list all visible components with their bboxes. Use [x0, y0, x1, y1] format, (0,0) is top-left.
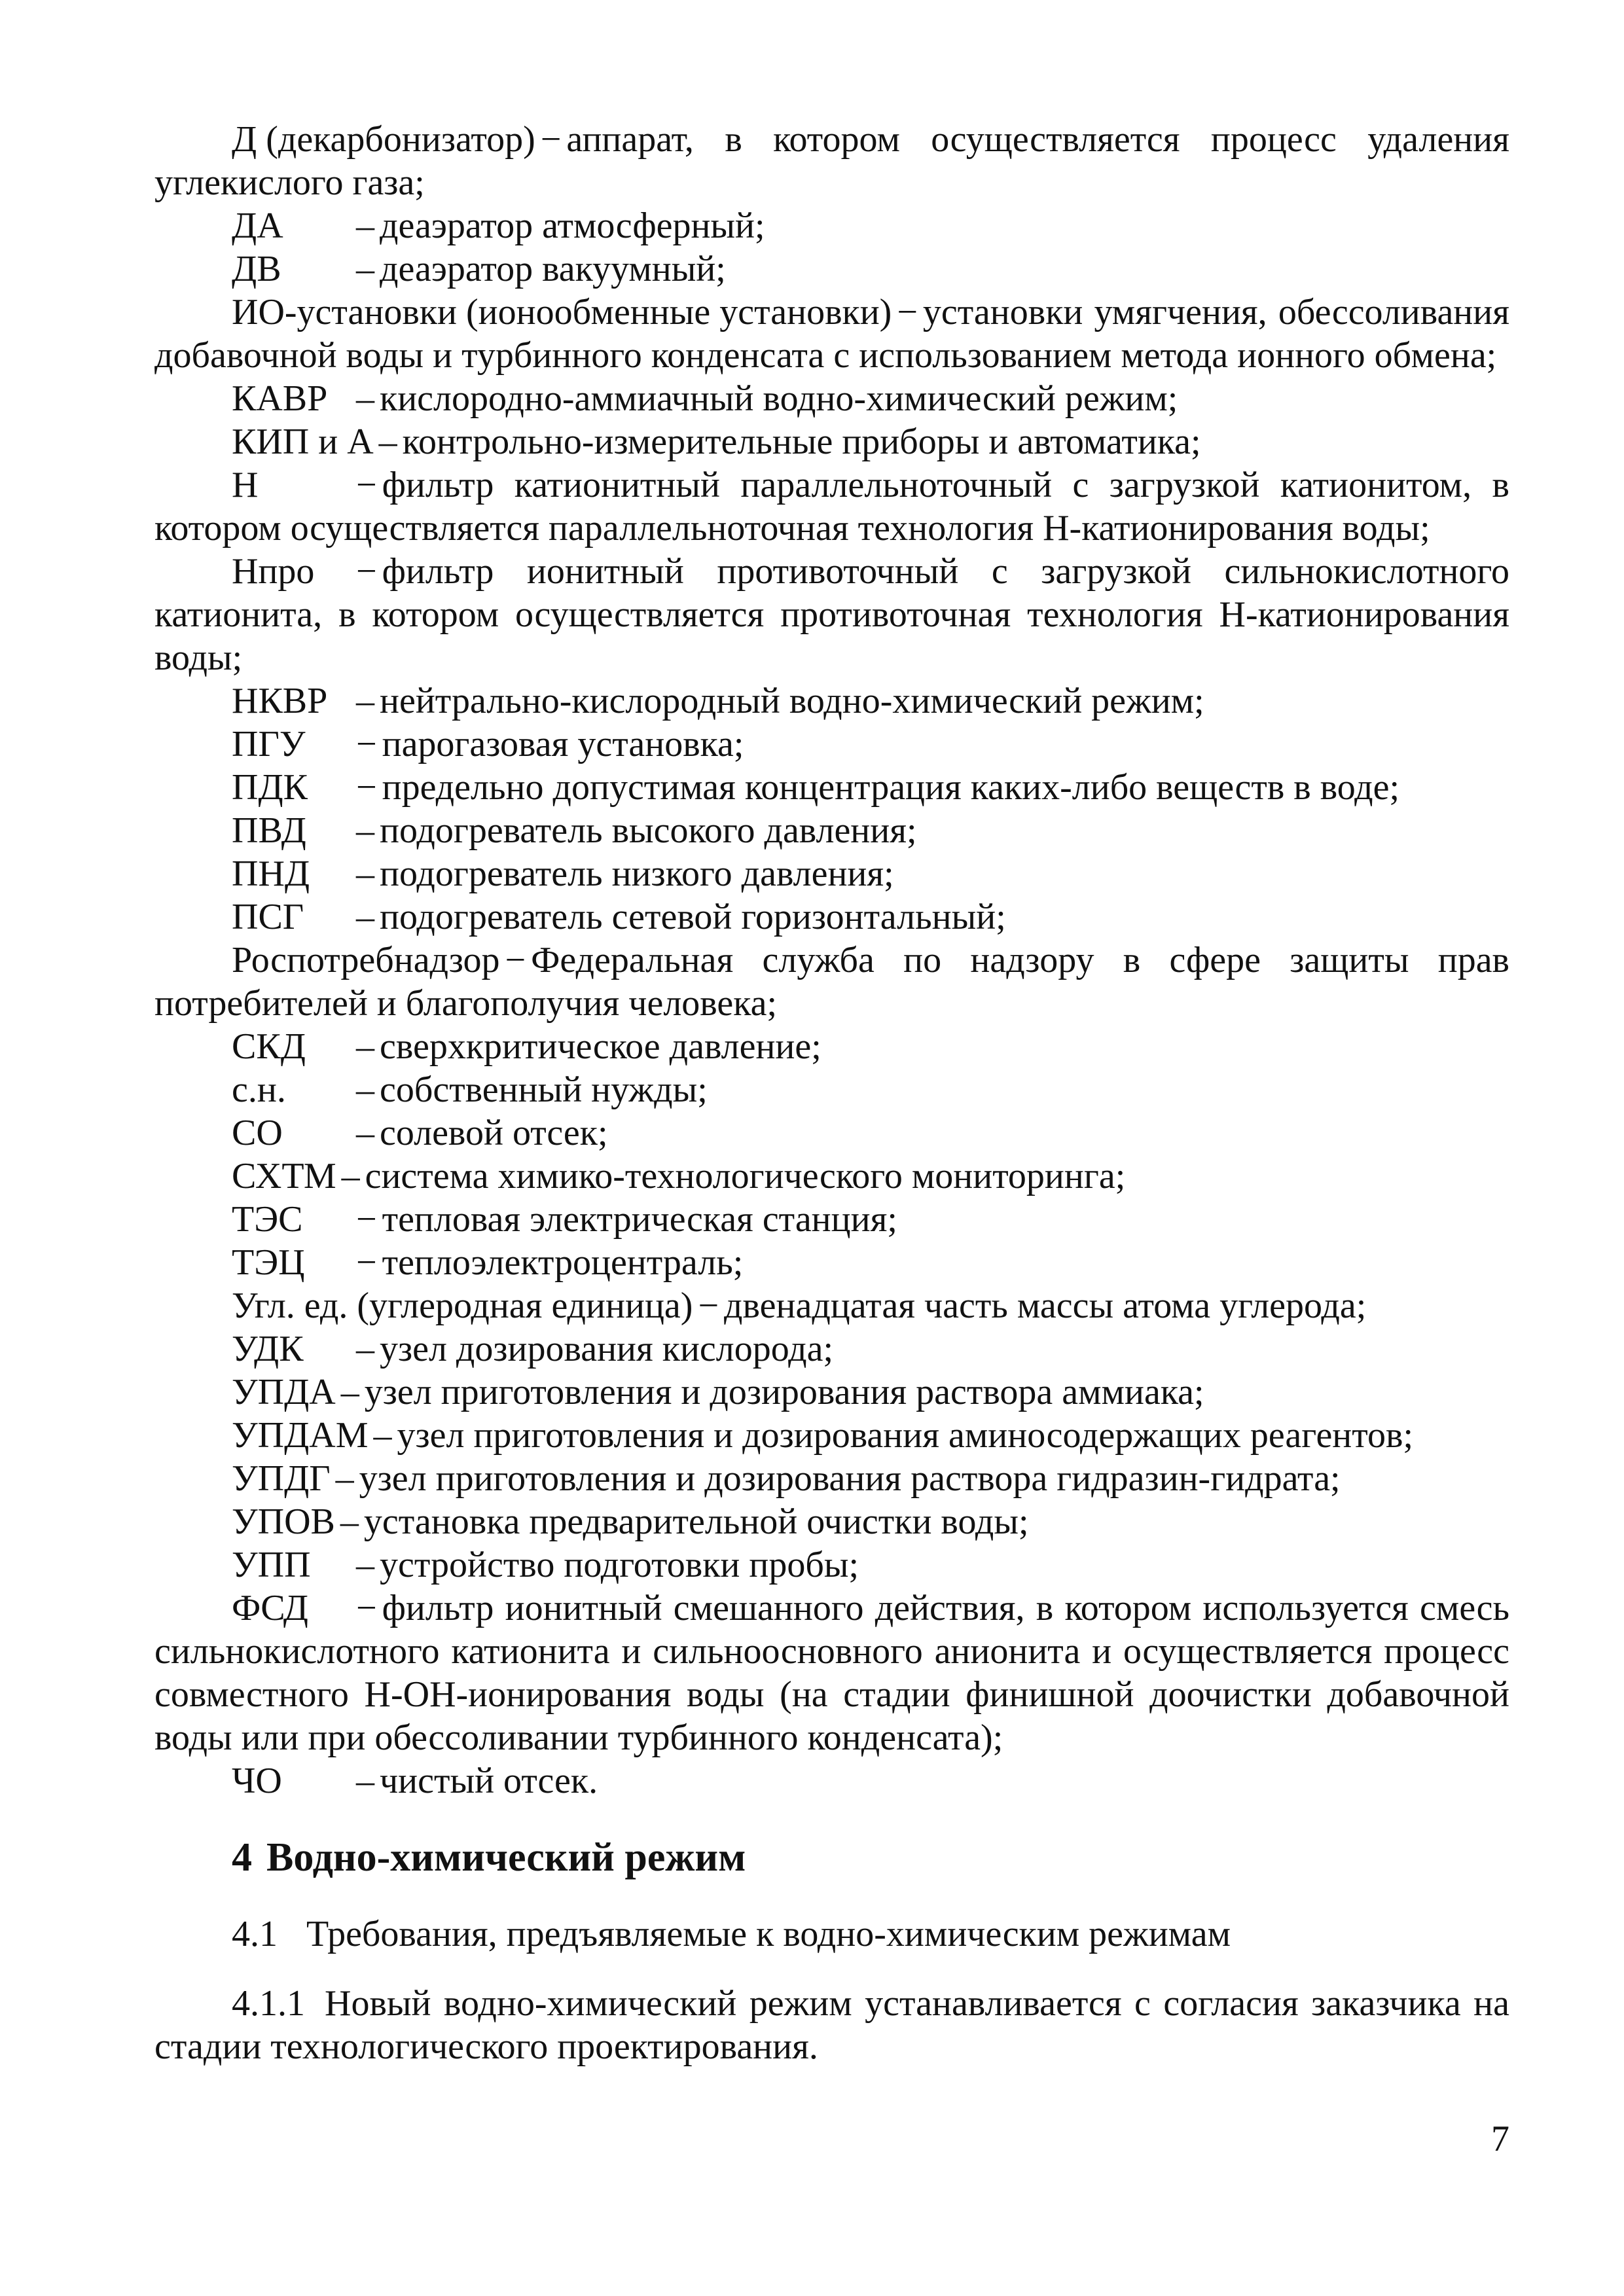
abbreviation-entry	[154, 1327, 1509, 1371]
abbreviation-entry	[154, 1543, 1509, 1587]
abbreviation-definition: установка предварительной очистки воды;	[363, 1501, 1029, 1542]
abbreviation-dash: –	[356, 1026, 374, 1067]
abbreviation-term: Д (декарбонизатор)	[232, 119, 535, 160]
abbreviation-definition: деаэратор вакуумный;	[380, 249, 726, 289]
abbreviation-dash: −	[356, 1199, 377, 1240]
abbreviation-definition: деаэратор атмосферный;	[380, 206, 765, 246]
abbreviation-definition: контрольно-измерительные приборы и автоматика;	[402, 422, 1201, 462]
abbreviation-entry	[154, 766, 1509, 809]
subsection-heading	[154, 1912, 1509, 1956]
abbreviation-entry	[154, 1500, 1509, 1543]
abbreviation-dash: −	[356, 465, 377, 505]
abbreviation-term: ДА	[232, 206, 283, 246]
abbreviation-term: Угл. ед. (углеродная единица)	[232, 1285, 693, 1326]
abbreviation-dash: –	[356, 1545, 374, 1585]
abbreviation-term: ТЭС	[232, 1199, 303, 1240]
abbreviation-dash: –	[378, 422, 397, 462]
clause-paragraph	[154, 1982, 1509, 2068]
abbreviation-entry	[154, 809, 1509, 852]
abbreviation-term: ДВ	[232, 249, 281, 289]
abbreviation-definition: аппарат, в котором осуществляется процесс удаления углекислого газа;	[154, 119, 1509, 203]
abbreviation-term: Н	[232, 465, 259, 505]
abbreviation-entry	[154, 1457, 1509, 1500]
abbreviation-dash: −	[505, 940, 526, 980]
abbreviation-term: СКД	[232, 1026, 306, 1067]
abbreviation-term: СХТМ	[232, 1156, 336, 1196]
abbreviation-definition: Федеральная служба по надзору в сфере защиты прав потребителей и благополучия человека;	[154, 940, 1509, 1024]
abbreviation-dash: −	[540, 119, 562, 160]
abbreviation-entry	[154, 291, 1509, 377]
abbreviation-definition: фильтр ионитный противоточный с загрузкой сильнокислотного катионита, в котором осуществляется противоточная технология Н-катионирования воды;	[154, 551, 1509, 678]
abbreviation-dash: −	[356, 1588, 377, 1628]
abbreviation-definition: чистый отсек.	[380, 1761, 598, 1801]
abbreviation-term: ФСД	[232, 1588, 309, 1628]
abbreviation-dash: −	[356, 767, 377, 808]
abbreviation-term: УДК	[232, 1329, 304, 1369]
abbreviation-dash: –	[373, 1415, 392, 1456]
abbreviation-dash: −	[356, 1242, 377, 1283]
abbreviation-entry	[154, 420, 1509, 463]
abbreviation-entry	[154, 723, 1509, 766]
abbreviation-term: НКВР	[232, 681, 328, 721]
abbreviation-entry	[154, 377, 1509, 420]
page-number: 7	[1491, 2119, 1509, 2159]
clause-number: 4.1.1	[232, 1983, 305, 2024]
abbreviation-term: УПОВ	[232, 1501, 335, 1542]
abbreviation-term: ПВД	[232, 810, 306, 851]
abbreviation-term: ТЭЦ	[232, 1242, 305, 1283]
abbreviation-term: СО	[232, 1113, 283, 1153]
abbreviation-definition: парогазовая установка;	[382, 724, 744, 764]
abbreviation-term: ИО-установки (ионообменные установки)	[232, 292, 892, 332]
abbreviation-definition: теплоэлектроцентраль;	[382, 1242, 744, 1283]
abbreviation-entry	[154, 1759, 1509, 1803]
abbreviation-definition: тепловая электрическая станция;	[382, 1199, 897, 1240]
abbreviation-definition: подогреватель низкого давления;	[380, 853, 894, 894]
abbreviation-dash: −	[897, 292, 918, 332]
abbreviation-term: Нпро	[232, 551, 315, 592]
abbreviation-definition: подогреватель высокого давления;	[380, 810, 917, 851]
abbreviation-dash: –	[356, 378, 374, 419]
abbreviation-entry	[154, 1198, 1509, 1241]
abbreviation-term: ЧО	[232, 1761, 282, 1801]
abbreviation-term: КАВР	[232, 378, 328, 419]
abbreviation-term: УПДАМ	[232, 1415, 369, 1456]
section-heading	[154, 1834, 1509, 1881]
abbreviation-dash: –	[356, 853, 374, 894]
abbreviation-definition: узел дозирования кислорода;	[380, 1329, 834, 1369]
abbreviation-definition: фильтр ионитный смешанного действия, в котором используется смесь сильнокислотного катионита и сильноосновного анионита и осуществляется процесс совместного Н-ОН-ионирования воды (на стадии финишной доочистки добавочной воды или при обессоливании турбинного конденсата);	[154, 1588, 1509, 1758]
abbreviation-term: УПДА	[232, 1372, 336, 1412]
abbreviation-dash: –	[356, 1113, 374, 1153]
abbreviation-entry	[154, 1284, 1509, 1327]
abbreviation-definition: узел приготовления и дозирования раствора аммиака;	[364, 1372, 1204, 1412]
abbreviation-definition: солевой отсек;	[380, 1113, 608, 1153]
abbreviation-entry	[154, 852, 1509, 895]
abbreviation-term: ПСГ	[232, 897, 304, 937]
abbreviation-term: с.н.	[232, 1069, 286, 1110]
abbreviation-entry	[154, 1414, 1509, 1457]
abbreviation-entry	[154, 1155, 1509, 1198]
abbreviation-definition: подогреватель сетевой горизонтальный;	[380, 897, 1006, 937]
abbreviation-dash: –	[356, 249, 374, 289]
abbreviation-list	[154, 118, 1509, 1803]
abbreviation-definition: система химико-технологического мониторинга;	[365, 1156, 1126, 1196]
abbreviation-definition: сверхкритическое давление;	[380, 1026, 821, 1067]
abbreviation-dash: –	[356, 1761, 374, 1801]
abbreviation-definition: нейтрально-кислородный водно-химический режим;	[380, 681, 1204, 721]
abbreviation-dash: –	[356, 1329, 374, 1369]
abbreviation-entry	[154, 1241, 1509, 1284]
abbreviation-term: УПДГ	[232, 1458, 331, 1499]
abbreviation-definition: установки умягчения, обессоливания добавочной воды и турбинного конденсата с использованием метода ионного обмена;	[154, 292, 1509, 376]
abbreviation-definition: собственный нужды;	[380, 1069, 708, 1110]
abbreviation-definition: фильтр катионитный параллельноточный с загрузкой катионитом, в котором осуществляется параллельноточная технология Н-катионирования воды;	[154, 465, 1509, 548]
abbreviation-dash: –	[356, 897, 374, 937]
abbreviation-definition: устройство подготовки пробы;	[380, 1545, 859, 1585]
abbreviation-entry	[154, 1371, 1509, 1414]
abbreviation-entry	[154, 463, 1509, 550]
document-page	[154, 118, 1509, 2068]
abbreviation-definition: двенадцатая часть массы атома углерода;	[724, 1285, 1367, 1326]
abbreviation-dash: –	[340, 1501, 359, 1542]
abbreviation-dash: –	[341, 1156, 360, 1196]
abbreviation-definition: узел приготовления и дозирования раствора гидразин-гидрата;	[359, 1458, 1341, 1499]
section-number: 4	[232, 1835, 252, 1880]
abbreviation-entry	[154, 247, 1509, 291]
abbreviation-dash: −	[698, 1285, 719, 1326]
abbreviation-dash: –	[356, 810, 374, 851]
abbreviation-term: ПДК	[232, 767, 308, 808]
abbreviation-dash: –	[356, 1069, 374, 1110]
subsection-number: 4.1	[232, 1914, 278, 1954]
abbreviation-entry	[154, 118, 1509, 204]
abbreviation-definition: предельно допустимая концентрация каких-либо веществ в воде;	[382, 767, 1400, 808]
abbreviation-dash: –	[356, 206, 374, 246]
abbreviation-term: ПНД	[232, 853, 310, 894]
abbreviation-term: КИП и А	[232, 422, 374, 462]
abbreviation-entry	[154, 939, 1509, 1025]
abbreviation-definition: кислородно-аммиачный водно-химический режим;	[380, 378, 1178, 419]
abbreviation-dash: −	[356, 724, 377, 764]
abbreviation-entry	[154, 204, 1509, 247]
abbreviation-dash: −	[356, 551, 377, 592]
abbreviation-entry	[154, 1587, 1509, 1759]
abbreviation-dash: –	[335, 1458, 354, 1499]
abbreviation-dash: –	[340, 1372, 359, 1412]
abbreviation-term: ПГУ	[232, 724, 306, 764]
clause-text: Новый водно-химический режим устанавливается с согласия заказчика на стадии технологического проектирования.	[154, 1983, 1509, 2067]
abbreviation-entry	[154, 1068, 1509, 1111]
abbreviation-term: УПП	[232, 1545, 311, 1585]
abbreviation-term: Роспотребнадзор	[232, 940, 500, 980]
abbreviation-entry	[154, 895, 1509, 939]
abbreviation-entry	[154, 679, 1509, 723]
abbreviation-definition: узел приготовления и дозирования аминосодержащих реагентов;	[397, 1415, 1413, 1456]
section-title: Водно-химический режим	[266, 1835, 746, 1880]
subsection-title: Требования, предъявляемые к водно-химическим режимам	[306, 1914, 1231, 1954]
abbreviation-entry	[154, 1025, 1509, 1068]
abbreviation-entry	[154, 550, 1509, 679]
abbreviation-entry	[154, 1111, 1509, 1155]
abbreviation-dash: –	[356, 681, 374, 721]
